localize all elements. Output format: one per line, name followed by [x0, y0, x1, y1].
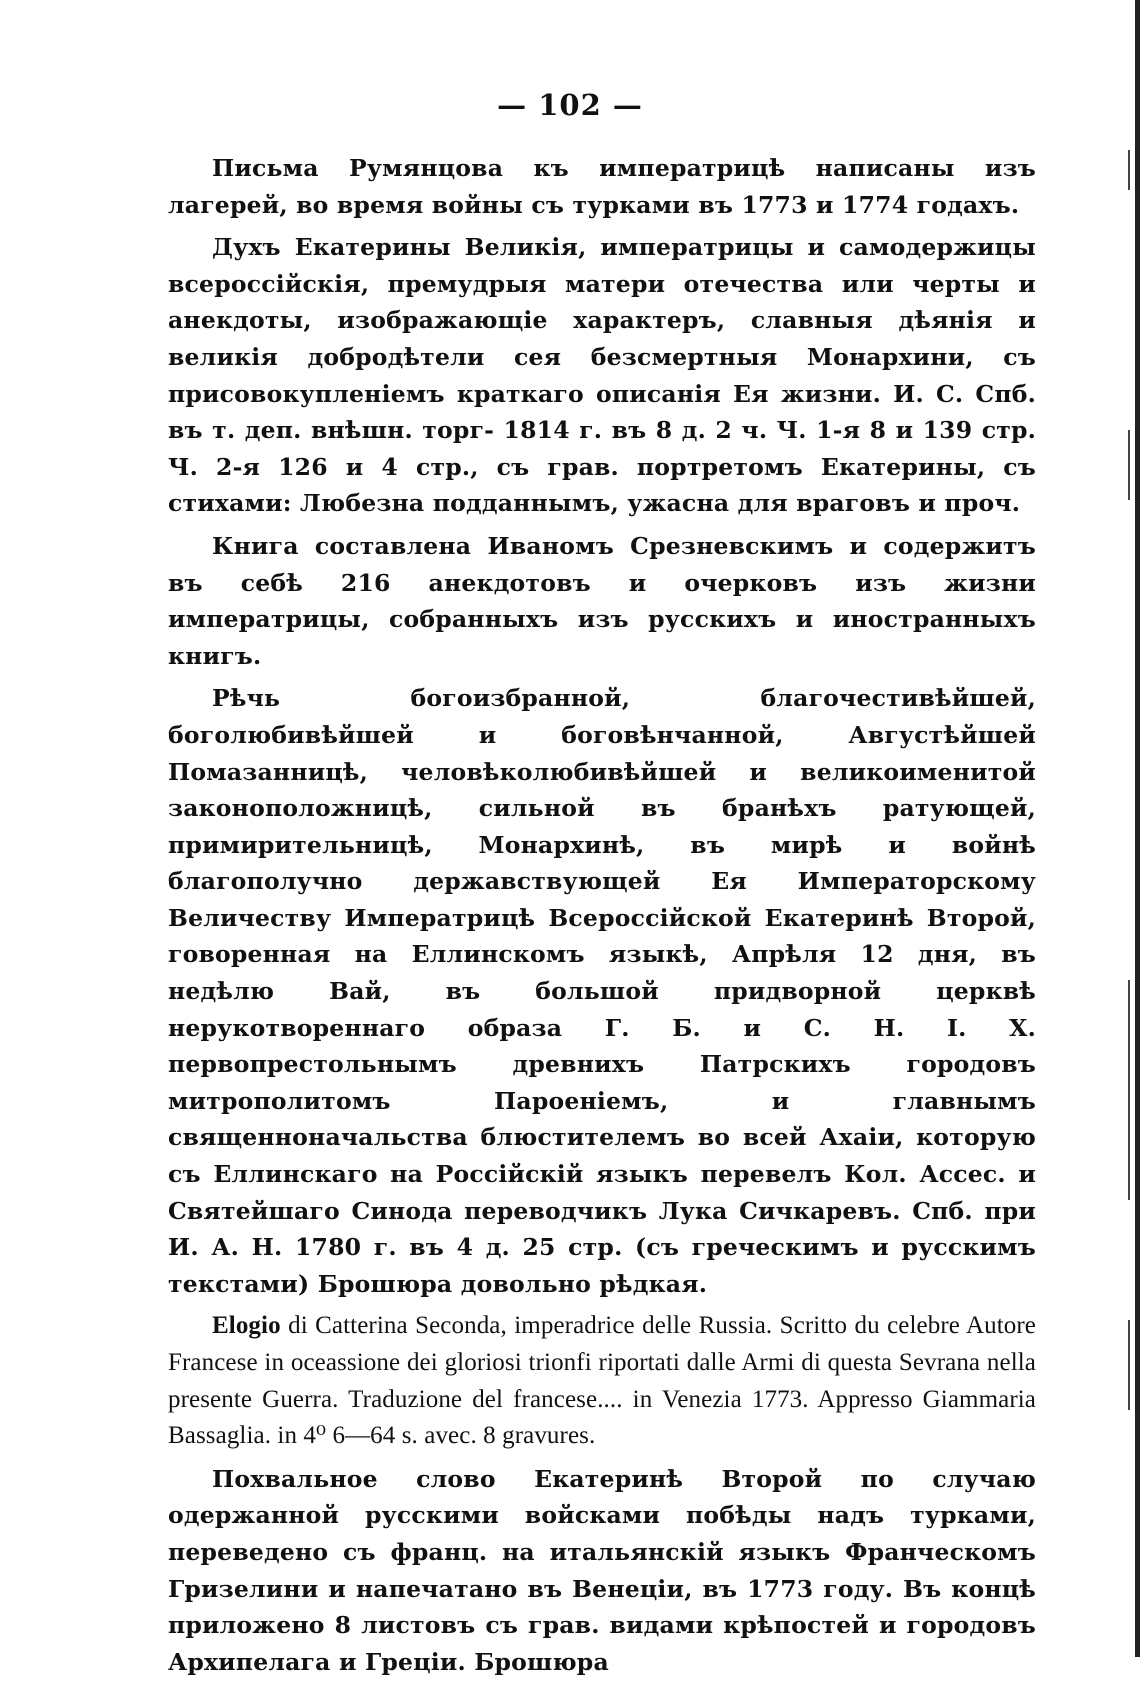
page-edge-mark	[1128, 1320, 1130, 1410]
paragraph-pokhvalnoe-slovo	[168, 1461, 1036, 1681]
page-edge-shadow	[1135, 0, 1140, 1657]
paragraph-text: di Catterina Seconda, imperadrice delle Russia. Scritto du celebre Autore Francese in oceassione dei gloriosi trionfi riportati dalle Armi di questa Sevrana nella presente Guerra. Traduzione del francese.... in Venezia 1773. Appresso Giammaria Bassaglia. in 4⁰ 6—64 s. avec. 8 gravures.	[168, 1312, 1036, 1450]
page-number: — 102 —	[497, 88, 643, 122]
paragraph-elogio	[168, 1308, 1036, 1454]
page-edge-mark	[1128, 980, 1130, 1200]
paragraph-lead: Духъ	[212, 233, 281, 262]
paragraph-text: Екатерины Великія, императрицы и самодержицы всероссійскія, премудрыя матери отечества или черты и анекдоты, изображающіе характеръ, славныя дѣянія и великія добродѣтели сея безсмертныя Монархини, съ присовокупленіемъ краткаго описанія Ея жизни. И. С. Спб. въ т. деп. внѣшн. торг- 1814 г. въ 8 д. 2 ч. Ч. 1-я 8 и 139 стр. Ч. 2-я 126 и 4 стр., съ грав. портретомъ Екатерины, съ стихами: Любезна подданнымъ, ужасна для враговъ и проч.	[168, 233, 1036, 518]
page-edge-mark	[1128, 430, 1130, 500]
paragraph-rumyantsov-letters	[168, 150, 1036, 223]
paragraph-lead: Elogio	[212, 1312, 281, 1340]
body-text	[168, 150, 1036, 1686]
paragraph-dukh-ekateriny	[168, 229, 1036, 522]
paragraph-text: богоизбранной, благочестивѣйшей, боголюбивѣйшей и боговѣнчанной, Августѣйшей Помазанницѣ, человѣколюбивѣйшей и великоименитой законоположницѣ, сильной въ бранѣхъ ратующей, примирительницѣ, Монархинѣ, въ мирѣ и войнѣ благополучно державствующей Ея Императорскому Величеству Императрицѣ Всероссійской Екатеринѣ Второй, говоренная на Еллинскомъ языкѣ, Апрѣля 12 дня, въ недѣлю Вай, въ большой придворной церквѣ нерукотвореннаго образа Г. Б. и С. Н. І. Х. первопрестольнымъ древнихъ Патрскихъ городовъ митрополитомъ Пароеніемъ, и главнымъ священноначальства блюстителемъ во всей Ахаіи, которую съ Еллинскаго на Россійскій языкъ перевелъ Кол. Ассес. и Святейшаго Синода переводчикъ Лука Сичкаревъ. Спб. при И. А. Н. 1780 г. въ 4 д. 25 стр. (съ греческимъ и русскимъ текстами) Брошюра довольно рѣдкая.	[168, 684, 1036, 1298]
paragraph-lead: Рѣчь	[212, 684, 281, 713]
paragraph-text: Письма Румянцова къ императрицѣ написаны изъ лагерей, во время войны съ турками въ 1773 и 1774 годахъ.	[168, 154, 1036, 219]
paragraph-text: Похвальное слово Екатеринѣ Второй по случаю одержанной русскими войсками побѣды надъ турками, переведено съ франц. на итальянскій языкъ Франческомъ Гризелини и напечатано въ Венеціи, въ 1773 году. Въ концѣ приложено 8 листовъ съ грав. видами крѣпостей и городовъ Архипелага и Греціи. Брошюра	[168, 1464, 1036, 1676]
paragraph-text: Книга составлена Иваномъ Срезневскимъ и содержитъ въ себѣ 216 анекдотовъ и очерковъ изъ жизни императрицы, собранныхъ изъ русскихъ и иностранныхъ книгъ.	[168, 531, 1036, 670]
paragraph-sreznevsky-note	[168, 528, 1036, 674]
page-edge-mark	[1128, 150, 1130, 190]
paragraph-rech	[168, 680, 1036, 1302]
